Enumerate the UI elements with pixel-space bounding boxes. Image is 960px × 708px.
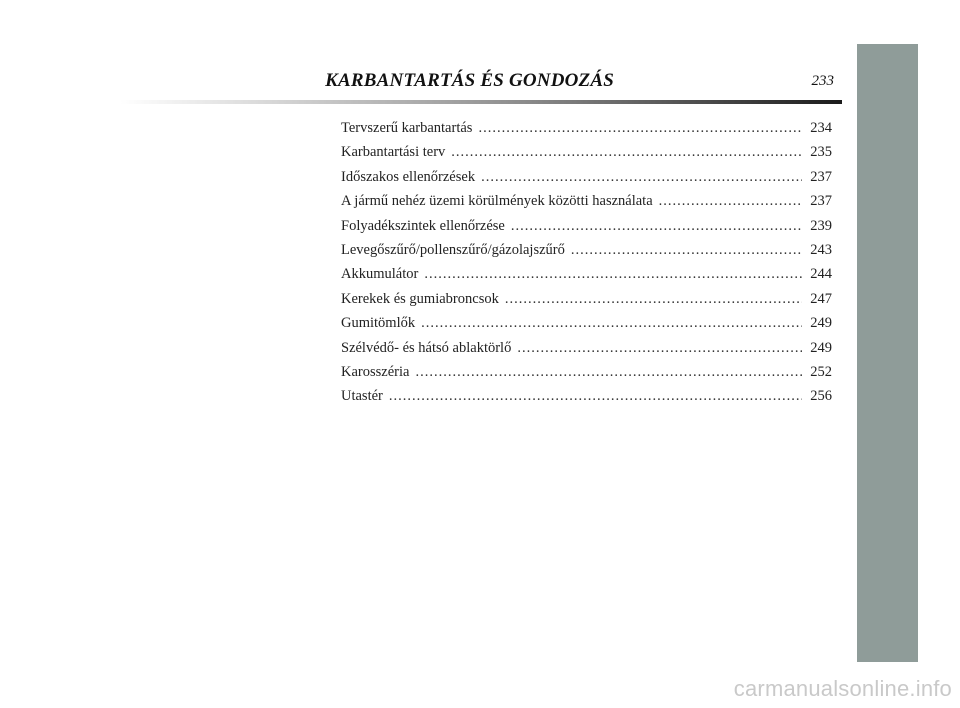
toc-entry[interactable] xyxy=(341,315,832,339)
toc-entry-page: 249 xyxy=(810,315,832,332)
toc-dot-leader xyxy=(517,340,802,357)
toc-entry-title: Akkumulátor xyxy=(341,266,419,283)
toc-entry-page: 252 xyxy=(810,363,832,380)
toc-dot-leader xyxy=(481,169,802,186)
toc-entry-page: 256 xyxy=(810,388,832,405)
header-rule xyxy=(120,100,842,104)
toc-entry[interactable] xyxy=(341,388,832,412)
toc-entry-title: Utastér xyxy=(341,388,383,405)
toc-entry[interactable] xyxy=(341,364,832,388)
toc-entry[interactable] xyxy=(341,169,832,193)
toc-dot-leader xyxy=(389,388,802,405)
toc-entry-title: Karbantartási terv xyxy=(341,144,446,161)
toc-entry-page: 249 xyxy=(810,339,832,356)
toc-dot-leader xyxy=(478,120,802,137)
toc-entry-page: 235 xyxy=(810,144,832,161)
toc-entry-page: 247 xyxy=(810,290,832,307)
toc-entry-page: 237 xyxy=(810,168,832,185)
toc-entry-title: Szélvédő- és hátsó ablaktörlő xyxy=(341,339,512,356)
toc-entry[interactable] xyxy=(341,340,832,364)
toc-entry[interactable] xyxy=(341,266,832,290)
toc-entry-page: 234 xyxy=(810,120,832,136)
toc-entry[interactable] xyxy=(341,291,832,315)
toc-dot-leader xyxy=(451,144,802,161)
toc-entry-title: A jármű nehéz üzemi körülmények közötti használata xyxy=(341,193,653,210)
toc-dot-leader xyxy=(505,291,802,308)
toc-dot-leader xyxy=(511,218,802,235)
toc-entry-title: Karosszéria xyxy=(341,363,410,380)
table-of-contents xyxy=(341,120,832,413)
chapter-title: KARBANTARTÁS ÉS GONDOZÁS xyxy=(325,70,614,91)
toc-entry-page: 244 xyxy=(810,266,832,283)
toc-entry-title: Kerekek és gumiabroncsok xyxy=(341,290,499,307)
watermark-text: carmanualsonline.info xyxy=(733,676,952,701)
toc-dot-leader xyxy=(421,315,802,332)
page-number: 233 xyxy=(811,73,834,89)
toc-entry[interactable] xyxy=(341,218,832,242)
toc-entry-title: Időszakos ellenőrzések xyxy=(341,168,476,185)
page-header xyxy=(0,70,842,110)
toc-entry-title: Levegőszűrő/pollenszűrő/gázolajszűrő xyxy=(341,241,565,258)
toc-dot-leader xyxy=(424,266,802,283)
toc-entry[interactable] xyxy=(341,193,832,217)
toc-dot-leader xyxy=(659,193,802,210)
toc-entry-title: Tervszerű karbantartás xyxy=(341,120,473,136)
toc-dot-leader xyxy=(415,364,802,381)
toc-dot-leader xyxy=(571,242,802,259)
toc-entry-title: Gumitömlők xyxy=(341,315,416,332)
chapter-side-tab xyxy=(857,44,918,662)
toc-entry[interactable] xyxy=(341,144,832,168)
toc-entry-page: 237 xyxy=(810,193,832,210)
toc-entry-page: 243 xyxy=(810,241,832,258)
toc-entry[interactable] xyxy=(341,120,832,144)
toc-entry-title: Folyadékszintek ellenőrzése xyxy=(341,217,505,234)
toc-entry-page: 239 xyxy=(810,217,832,234)
toc-entry[interactable] xyxy=(341,242,832,266)
